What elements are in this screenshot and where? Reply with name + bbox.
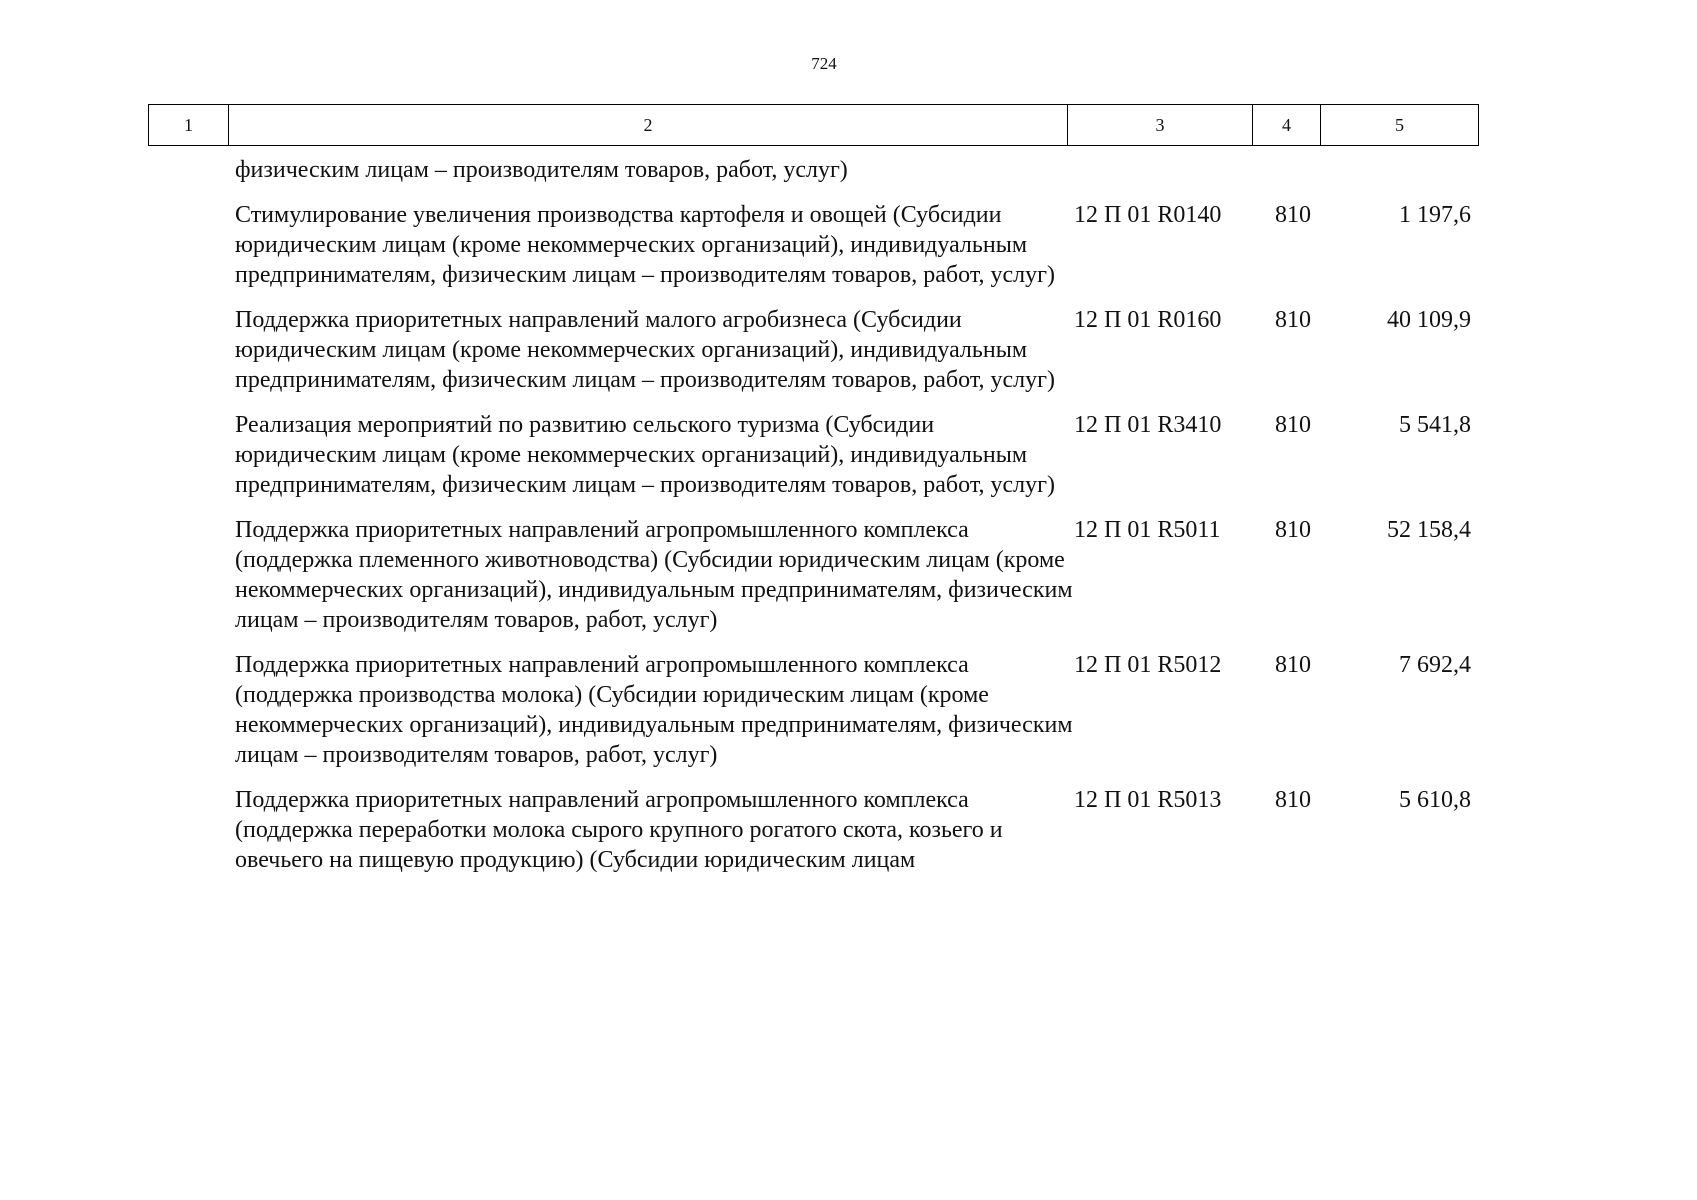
header-col-3: 3 [1067, 105, 1252, 145]
row-description: Поддержка приоритетных направлений малого агробизнеса (Субсидии юридическим лицам (кроме некоммерческих организаций), индивидуальным предпринимателям, физическим лицам – производителям товаров, работ, услуг) [235, 307, 1055, 393]
table-body [148, 155, 1479, 890]
table-header [148, 104, 1479, 146]
row-amount: 5 610,8 [1399, 787, 1471, 813]
table-row [148, 650, 1479, 770]
row-amount: 1 197,6 [1399, 202, 1471, 228]
page-number: 724 [811, 54, 837, 73]
row-amount: 5 541,8 [1399, 412, 1471, 438]
row-code: 12 П 01 R3410 [1074, 412, 1222, 438]
row-code: 12 П 01 R5013 [1074, 787, 1222, 813]
header-col-5: 5 [1320, 105, 1478, 145]
row-description: Реализация мероприятий по развитию сельского туризма (Субсидии юридическим лицам (кроме некоммерческих организаций), индивидуальным предпринимателям, физическим лицам – производителям товаров, работ, услуг) [235, 412, 1055, 498]
row-type: 810 [1275, 202, 1311, 228]
row-code: 12 П 01 R0140 [1074, 202, 1222, 228]
row-type: 810 [1275, 412, 1311, 438]
table-row [148, 155, 1479, 185]
table-row [148, 200, 1479, 290]
header-col-4: 4 [1252, 105, 1320, 145]
table-row [148, 410, 1479, 500]
row-type: 810 [1275, 517, 1311, 543]
row-amount: 7 692,4 [1399, 652, 1471, 678]
row-amount: 40 109,9 [1387, 307, 1471, 333]
table-row [148, 305, 1479, 395]
row-description: Поддержка приоритетных направлений агропромышленного комплекса (поддержка производства молока) (Субсидии юридическим лицам (кроме некоммерческих организаций), индивидуальным предпринимателям, физическим лицам – производителям товаров, работ, услуг) [235, 652, 1073, 768]
row-amount: 52 158,4 [1387, 517, 1471, 543]
row-amount [1327, 155, 1479, 185]
row-description: Стимулирование увеличения производства картофеля и овощей (Субсидии юридическим лицам (кроме некоммерческих организаций), индивидуальным предпринимателям, физическим лицам – производителям товаров, работ, услуг) [235, 202, 1055, 288]
row-code: 12 П 01 R5012 [1074, 652, 1222, 678]
row-type [1259, 155, 1327, 185]
row-code [1074, 155, 1259, 185]
row-type: 810 [1275, 787, 1311, 813]
row-type: 810 [1275, 307, 1311, 333]
table-row [148, 515, 1479, 635]
table-row [148, 785, 1479, 875]
row-description: физическим лицам – производителям товаров, работ, услуг) [235, 157, 848, 183]
header-col-1: 1 [184, 114, 193, 135]
row-description: Поддержка приоритетных направлений агропромышленного комплекса (поддержка переработки молока сырого крупного рогатого скота, козьего и овечьего на пищевую продукцию) (Субсидии юридическим лицам [235, 787, 1003, 873]
row-type: 810 [1275, 652, 1311, 678]
row-code: 12 П 01 R5011 [1074, 517, 1221, 543]
row-code: 12 П 01 R0160 [1074, 307, 1222, 333]
header-col-2: 2 [228, 105, 1067, 145]
row-description: Поддержка приоритетных направлений агропромышленного комплекса (поддержка племенного животноводства) (Субсидии юридическим лицам (кроме некоммерческих организаций), индивидуальным предпринимателям, физическим лицам – производителям товаров, работ, услуг) [235, 517, 1073, 633]
